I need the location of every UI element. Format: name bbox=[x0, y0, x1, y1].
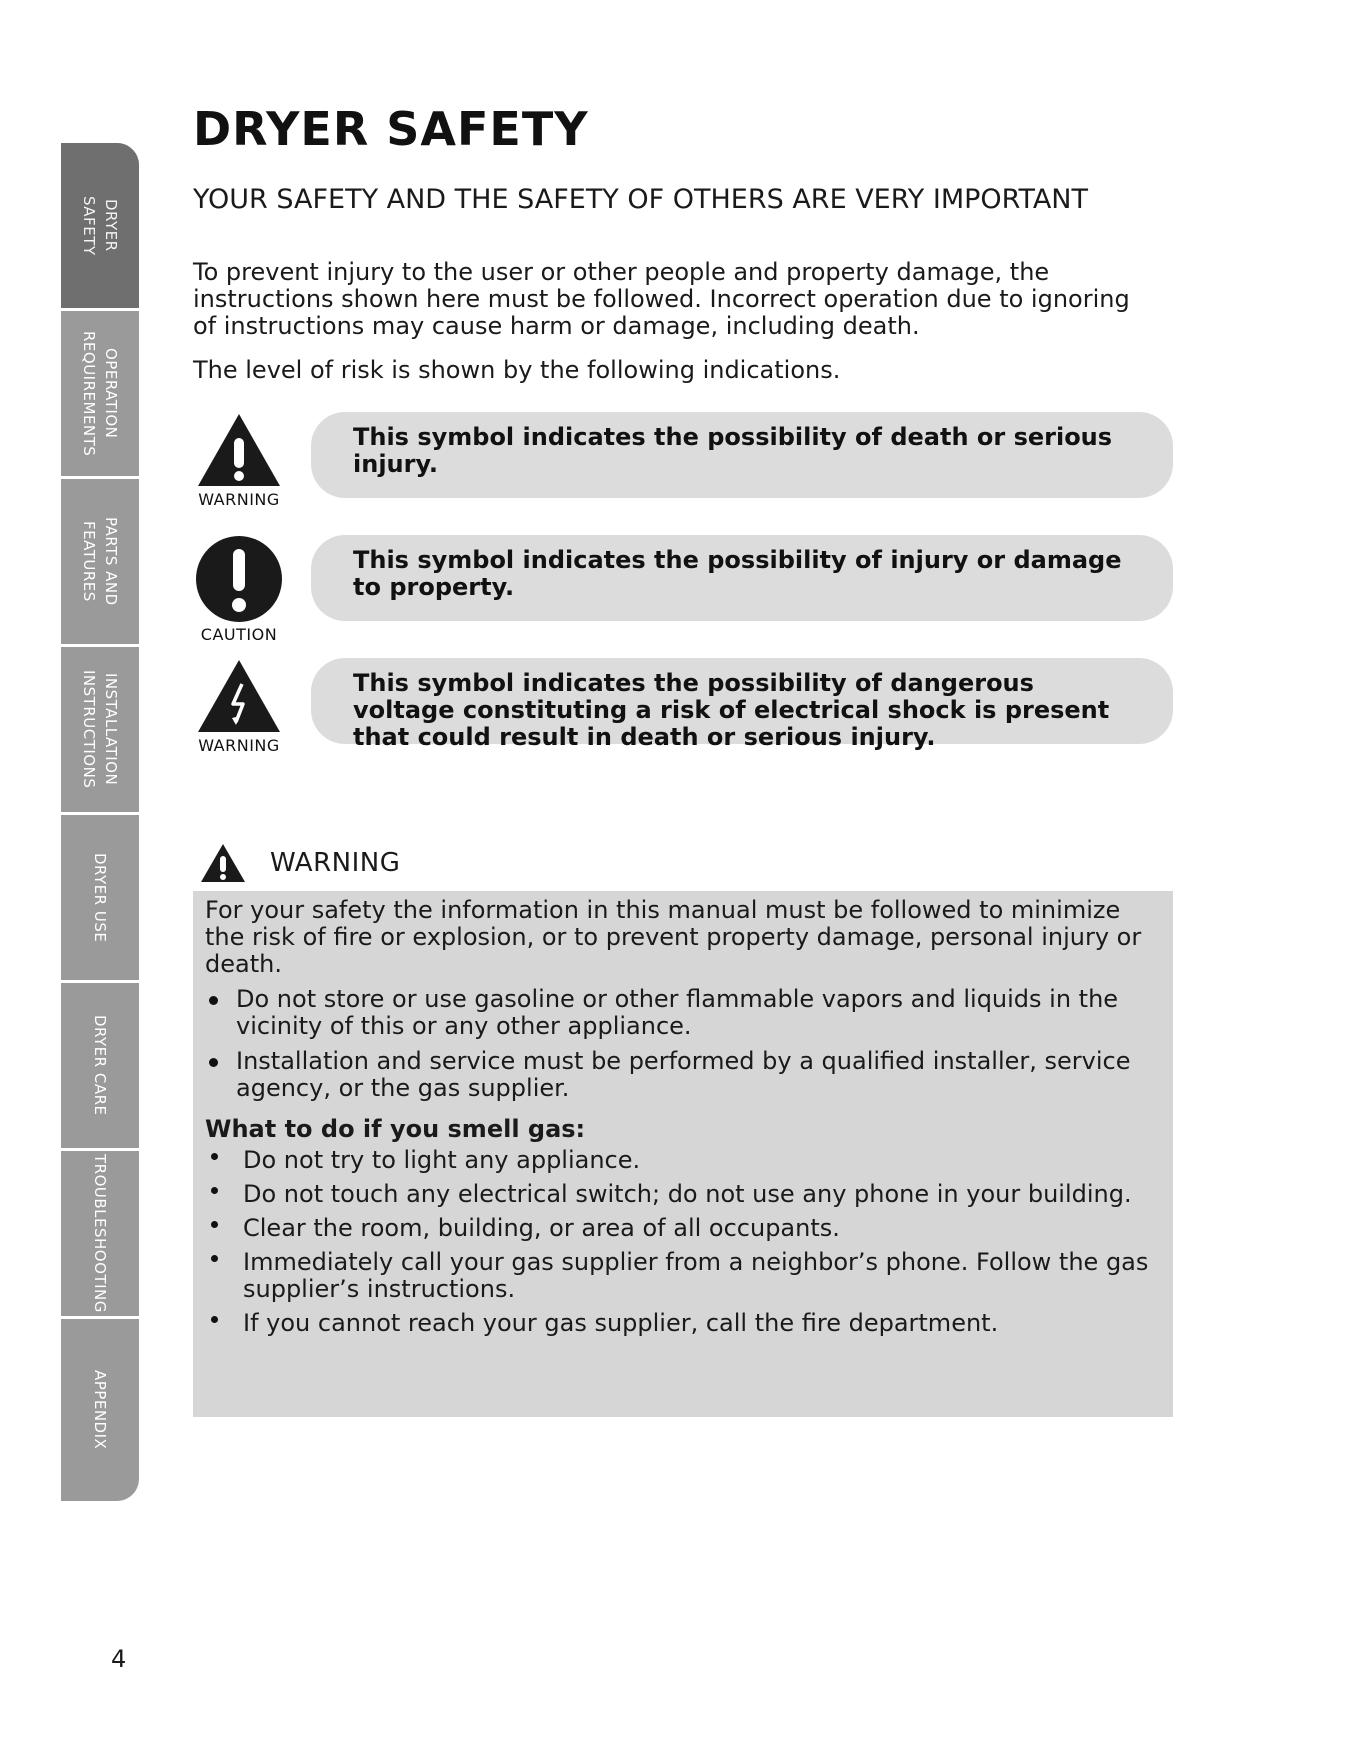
tab-dryer-safety[interactable] bbox=[61, 143, 139, 311]
tab-label: APPENDIX bbox=[91, 1370, 109, 1450]
list-item: Clear the room, building, or area of all occupants. bbox=[205, 1215, 1163, 1242]
caution-symbol bbox=[193, 535, 285, 644]
tab-dryer-use[interactable] bbox=[61, 815, 139, 983]
risk-level-text: The level of risk is shown by the following indications. bbox=[193, 356, 841, 384]
tab-troubleshooting[interactable] bbox=[61, 1151, 139, 1319]
side-tab-nav bbox=[61, 143, 139, 1501]
symbol-caption: CAUTION bbox=[200, 625, 278, 644]
symbol-caption: WARNING bbox=[198, 736, 280, 755]
list-item: If you cannot reach your gas supplier, call the fire department. bbox=[205, 1310, 1163, 1337]
warning-symbol bbox=[193, 412, 285, 509]
tab-dryer-care[interactable] bbox=[61, 983, 139, 1151]
gas-steps-list bbox=[205, 1147, 1163, 1337]
page-number: 4 bbox=[111, 1645, 127, 1673]
list-item: Immediately call your gas supplier from a neighbor’s phone. Follow the gas supplier’s instructions. bbox=[205, 1249, 1163, 1303]
tab-label: PARTS AND FEATURES bbox=[80, 517, 120, 606]
warning-triangle-icon bbox=[196, 412, 282, 488]
tab-label: TROUBLESHOOTING bbox=[91, 1154, 109, 1313]
warning-triangle-icon bbox=[200, 843, 246, 883]
symbol-description: This symbol indicates the possibility of death or serious injury. bbox=[311, 412, 1173, 498]
electric-warning-symbol bbox=[193, 658, 285, 755]
tab-label: DRYER SAFETY bbox=[80, 195, 120, 256]
symbol-description: This symbol indicates the possibility of dangerous voltage constituting a risk of electrical shock is present that could result in death or serious injury. bbox=[311, 658, 1173, 744]
electric-shock-icon bbox=[196, 658, 282, 734]
warning-intro: For your safety the information in this manual must be followed to minimize the risk of fire or explosion, or to prevent property damage, personal injury or death. bbox=[205, 896, 1142, 978]
list-item: Do not touch any electrical switch; do not use any phone in your building. bbox=[205, 1181, 1163, 1208]
warning-bullet-list bbox=[205, 986, 1163, 1102]
caution-circle-icon bbox=[195, 535, 283, 623]
list-item: Do not store or use gasoline or other flammable vapors and liquids in the vicinity of this or any other appliance. bbox=[205, 986, 1163, 1040]
list-item: Do not try to light any appliance. bbox=[205, 1147, 1163, 1174]
tab-operation-requirements[interactable] bbox=[61, 311, 139, 479]
tab-label: DRYER CARE bbox=[91, 1015, 109, 1116]
tab-installation-instructions[interactable] bbox=[61, 647, 139, 815]
symbol-description: This symbol indicates the possibility of injury or damage to property. bbox=[311, 535, 1173, 621]
warning-box bbox=[193, 891, 1173, 1417]
intro-paragraph: To prevent injury to the user or other people and property damage, the instructions shown here must be followed. Incorrect operation due to ignoring of instructions may cause harm or damage, including death. bbox=[193, 258, 1130, 340]
warning-heading-label: WARNING bbox=[270, 848, 401, 878]
list-item: Installation and service must be performed by a qualified installer, service agency, or the gas supplier. bbox=[205, 1048, 1163, 1102]
warning-heading bbox=[200, 843, 400, 883]
page-title: DRYER SAFETY bbox=[193, 102, 589, 156]
gas-heading: What to do if you smell gas: bbox=[205, 1115, 586, 1143]
tab-parts-and-features[interactable] bbox=[61, 479, 139, 647]
section-subtitle: YOUR SAFETY AND THE SAFETY OF OTHERS ARE VERY IMPORTANT bbox=[193, 184, 1088, 215]
symbol-caption: WARNING bbox=[198, 490, 280, 509]
tab-appendix[interactable] bbox=[61, 1319, 139, 1501]
tab-label: OPERATION REQUIREMENTS bbox=[80, 330, 120, 457]
tab-label: DRYER USE bbox=[91, 852, 109, 943]
tab-label: INSTALLATION INSTRUCTIONS bbox=[80, 670, 120, 789]
